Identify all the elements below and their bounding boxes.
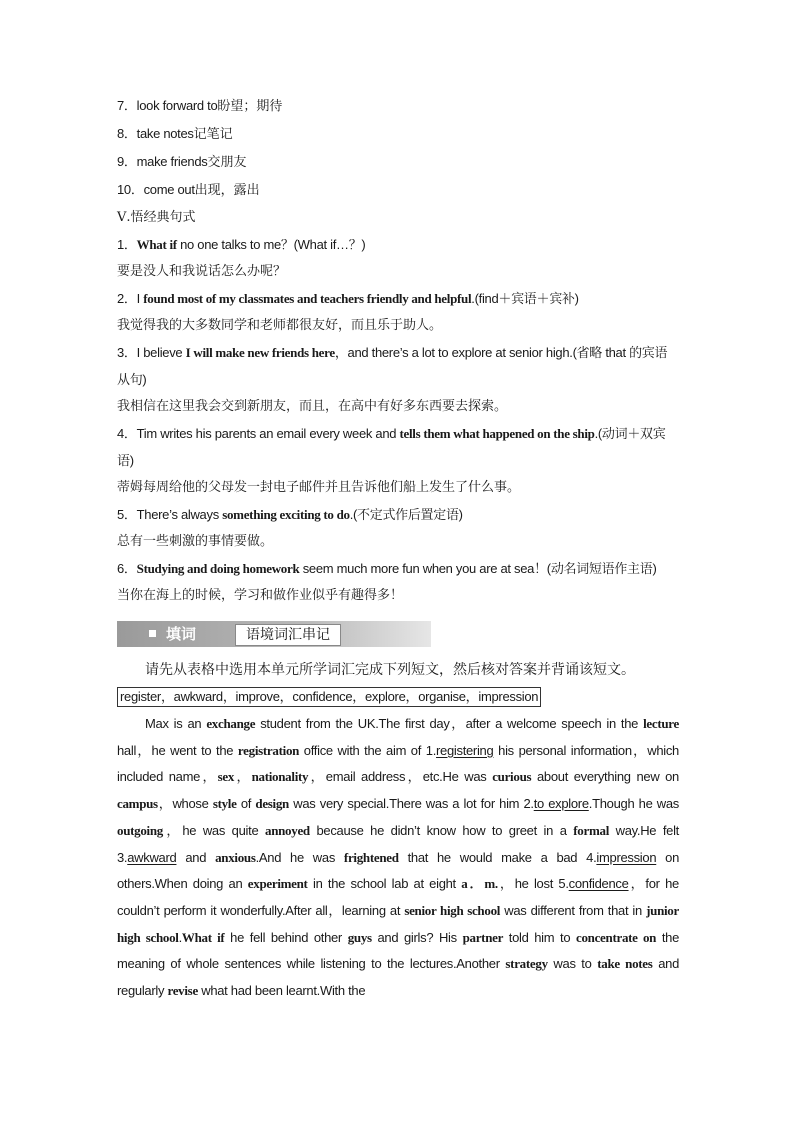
- passage-text: student from the UK.The first day，after a welcome speech in the: [255, 716, 644, 731]
- word-bank: register，awkward，improve，confidence，explore，organise，impression: [117, 687, 541, 707]
- sentence-text: seem much more fun when you are at sea！(动名词短语作主语): [299, 561, 657, 576]
- vocab-word: strategy: [505, 956, 548, 972]
- key-pattern: Studying and doing homework: [136, 561, 300, 576]
- passage-text: of: [236, 796, 256, 812]
- passage-text: Max is an: [145, 716, 207, 731]
- passage-text: told him to: [503, 929, 576, 945]
- banner-label: 填词: [166, 625, 197, 643]
- sentence-text: 4．Tim writes his parents an email every week and: [117, 426, 400, 441]
- passage-text: and: [176, 849, 216, 865]
- sentence-5-translation: 总有一些刺激的事情要做。: [117, 534, 274, 549]
- passage-text: was very special.There was a lot for him 2.: [289, 796, 534, 812]
- answer-blank: confidence: [568, 876, 629, 892]
- sentence-6-translation: 当你在海上的时候，学习和做作业似乎有趣得多！: [117, 588, 404, 603]
- vocab-word: guys: [347, 929, 372, 945]
- sentence-text: 5．There’s always: [117, 507, 223, 522]
- passage-text: was different from that in: [500, 902, 647, 918]
- item-number: 2．I: [117, 291, 144, 306]
- key-pattern: something exciting to do: [222, 507, 350, 522]
- section-heading: Ⅴ.悟经典句式: [117, 210, 196, 225]
- sentence-text: ，and there’s a lot to explore at senior high.(省略 that 的宾语从句): [117, 345, 668, 387]
- passage-text: .Though he was: [588, 796, 680, 812]
- phrase-english: look forward to: [136, 98, 218, 113]
- vocab-word: experiment: [247, 876, 308, 892]
- item-number: 8．: [117, 126, 137, 141]
- vocab-word: annoyed: [265, 822, 310, 838]
- phrase-chinese: 盼望；期待: [217, 99, 283, 114]
- passage-text: the meaning of whole sentences while listening to the lectures.Another: [117, 929, 680, 972]
- passage-text: .: [178, 929, 182, 945]
- phrase-item: [117, 120, 679, 148]
- passage-text: ，he lost 5.: [497, 876, 569, 892]
- sentence-1: [117, 231, 679, 258]
- key-pattern: found most of my classmates and teachers friendly and helpful: [143, 291, 472, 306]
- phrase-english: take notes: [136, 126, 194, 141]
- sentence-text: 3．I believe: [117, 345, 186, 360]
- vocab-word: nationality: [251, 769, 309, 785]
- vocab-word: senior high school: [404, 902, 501, 918]
- key-pattern: What if: [136, 237, 177, 252]
- phrase-item: [117, 148, 679, 176]
- phrase-item: [117, 176, 679, 204]
- vocab-word: sex: [217, 769, 235, 785]
- passage-text: and girls? His: [371, 929, 463, 945]
- passage-text: he fell behind other: [224, 929, 348, 945]
- passage-text: ，for he couldn’t perform it wonderfully.After all，learning at: [117, 876, 679, 918]
- passage-text: office with the aim of 1.: [299, 742, 437, 758]
- item-number: 10．: [117, 182, 144, 197]
- sentence-text: .(find＋宾语＋宾补): [471, 291, 579, 306]
- sentence-4: [117, 420, 679, 474]
- phrase-english: make friends: [136, 154, 208, 169]
- vocab-word: a．m.: [461, 876, 498, 892]
- item-number: 1．: [117, 237, 137, 252]
- passage-text: because he didn’t know how to greet in a: [309, 822, 574, 838]
- passage: [117, 711, 679, 1005]
- vocab-word: outgoing: [117, 822, 164, 838]
- section-banner: [117, 621, 431, 647]
- sentence-4-translation: 蒂姆每周给他的父母发一封电子邮件并且告诉他们船上发生了什么事。: [117, 480, 521, 495]
- sentence-5: [117, 501, 679, 528]
- phrase-chinese: 出现，露出: [194, 183, 260, 198]
- answer-blank: registering: [436, 742, 494, 758]
- passage-text: way.He felt 3.: [117, 822, 679, 865]
- passage-text: on others.When doing an: [117, 849, 680, 892]
- sentence-2-translation: 我觉得我的大多数同学和老师都很友好，而且乐于助人。: [117, 318, 443, 333]
- sentence-text: .(不定式作后置定语): [349, 507, 463, 522]
- passage-text: hall，he went to the: [117, 742, 238, 758]
- passage-text: ，he was quite: [163, 822, 265, 838]
- vocab-word: curious: [492, 769, 532, 785]
- sentence-text: 6．: [117, 561, 137, 576]
- answer-blank: to explore: [533, 796, 589, 812]
- key-pattern: tells them what happened on the ship: [399, 426, 595, 441]
- sentence-text: .(动词＋双宾语): [117, 426, 666, 468]
- vocab-word: anxious: [215, 849, 256, 865]
- instruction-text: 请先从表格中选用本单元所学词汇完成下列短文，然后核对答案并背诵该短文。: [145, 662, 635, 678]
- passage-text: ，email address，etc.He was: [308, 769, 493, 785]
- vocab-word: formal: [573, 822, 610, 838]
- vocab-word: What if: [181, 929, 225, 945]
- key-pattern: I will make new friends here: [185, 345, 335, 360]
- passage-text: about everything new on: [531, 769, 679, 785]
- passage-text: his personal information，which included name，: [117, 742, 679, 785]
- banner-label-wrap: [125, 621, 196, 647]
- item-number: 9．: [117, 154, 137, 169]
- vocab-word: revise: [167, 983, 198, 999]
- sentence-2: [117, 285, 679, 312]
- sentence-1-translation: 要是没人和我说话怎么办呢？: [117, 264, 287, 279]
- vocab-word: partner: [462, 929, 504, 945]
- passage-text: in the school lab at eight: [307, 876, 462, 892]
- sentence-text: no one talks to me？(What if…？): [176, 237, 366, 252]
- passage-text: .And he was: [255, 849, 344, 865]
- vocab-word: concentrate on: [575, 929, 657, 945]
- answer-blank: awkward: [127, 849, 177, 865]
- phrase-chinese: 交朋友: [207, 155, 247, 170]
- vocab-word: take notes: [597, 956, 653, 972]
- phrase-chinese: 记笔记: [193, 127, 233, 142]
- passage-text: that he would make a bad 4.: [398, 849, 597, 865]
- passage-text: ，whose: [157, 796, 213, 812]
- vocab-word: lecture: [643, 716, 679, 731]
- vocab-word: campus: [117, 796, 158, 812]
- vocab-word: style: [212, 796, 237, 812]
- passage-text: what had been learnt.With the: [197, 983, 366, 999]
- passage-text: ，: [234, 769, 252, 785]
- passage-text: was to: [547, 956, 598, 972]
- passage-text: and regularly: [117, 956, 679, 999]
- item-number: 7．: [117, 98, 137, 113]
- square-bullet-icon: [149, 630, 156, 637]
- vocab-word: design: [255, 796, 289, 812]
- vocab-word: junior high school: [117, 902, 679, 945]
- content-column: [117, 92, 679, 1005]
- phrase-item: [117, 92, 679, 120]
- answer-blank: impression: [596, 849, 657, 865]
- banner-tag: 语境词汇串记: [235, 624, 341, 646]
- vocab-word: exchange: [206, 716, 256, 731]
- sentence-3-translation: 我相信在这里我会交到新朋友，而且，在高中有好多东西要去探索。: [117, 399, 508, 414]
- vocab-word: registration: [237, 742, 300, 758]
- phrase-english: come out: [143, 182, 195, 197]
- sentence-6: [117, 555, 679, 582]
- vocab-word: frightened: [343, 849, 399, 865]
- sentence-3: [117, 339, 679, 393]
